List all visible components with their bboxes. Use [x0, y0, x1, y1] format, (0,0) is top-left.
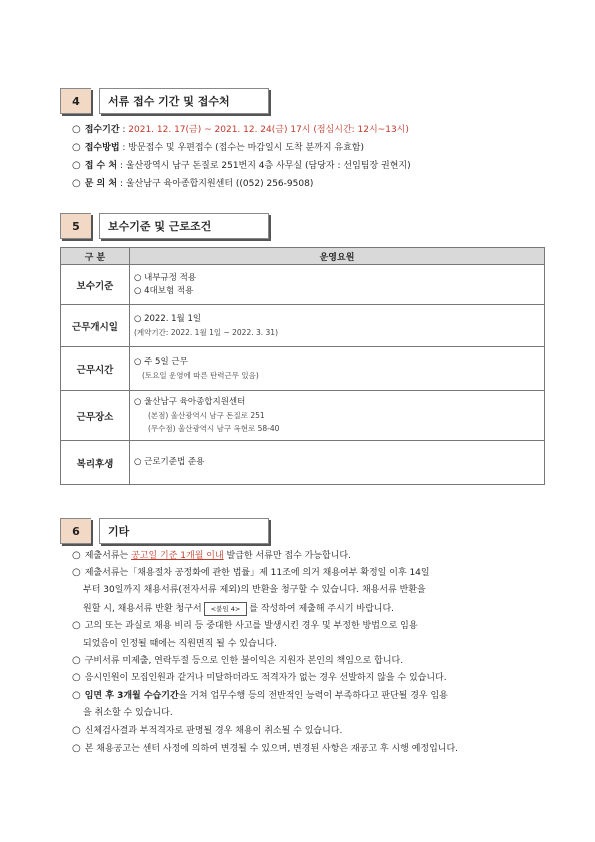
note-item-cont: 되었음이 인정될 때에는 직원면직 될 수 있습니다. — [83, 639, 277, 649]
section-4-header — [60, 88, 269, 114]
table-row — [61, 347, 545, 391]
note-item-cont: 을 취소할 수 있습니다. — [83, 708, 173, 718]
row-value: ○ 내부규정 적용 ○ 4대보험 적용 — [130, 265, 545, 305]
note-item: ○ 고의 또는 과실로 채용 비리 등 중대한 사고를 발생시킨 경우 및 부정한 방법으로 임용 — [72, 620, 418, 631]
table-row — [61, 441, 545, 485]
attachment-badge: <붙임 4> — [204, 602, 248, 616]
table-row — [61, 305, 545, 347]
row-label: 근무시간 — [61, 347, 130, 391]
receipt-period: ○ 접수기간 : 2021. 12. 17(금) ~ 2021. 12. 24(금) 17시 (점심시간: 12시~13시) — [72, 124, 409, 135]
row-value: ○ 근로기준법 준용 — [130, 441, 545, 485]
table-row — [61, 391, 545, 441]
row-label: 근무장소 — [61, 391, 130, 441]
section-5-header — [60, 213, 269, 239]
section-6-header — [60, 518, 269, 544]
note-item-cont: 부터 30일까지 채용서류(전자서류 제외)의 반환을 청구할 수 있습니다. 채용서류 반환을 — [83, 585, 426, 595]
note-item: ○ 제출서류는 공고일 기준 1개월 이내 발급한 서류만 접수 가능합니다. — [72, 550, 351, 561]
section-number: 6 — [60, 518, 91, 544]
table-row — [61, 265, 545, 305]
receipt-method: ○ 접수방법 : 방문접수 및 우편접수 (접수는 마감일시 도착 분까지 유효함) — [72, 142, 364, 153]
note-item: ○ 구비서류 미제출, 연락두절 등으로 인한 불이익은 지원자 본인의 책임으로 합니다. — [72, 655, 404, 666]
row-label: 보수기준 — [61, 265, 130, 305]
receipt-place: ○ 접 수 처 : 울산광역시 남구 돈질로 251번지 4층 사무실 (담당자 : 선임팀장 권현지) — [72, 160, 411, 171]
section-title: 보수기준 및 근로조건 — [99, 213, 269, 239]
note-item: ○ 응시인원이 모집인원과 같거나 미달하더라도 적격자가 없는 경우 선발하지 않을 수 있습니다. — [72, 672, 447, 683]
section-number: 4 — [60, 88, 91, 114]
row-label: 복리후생 — [61, 441, 130, 485]
column-header: 운영요원 — [130, 248, 545, 265]
row-value: ○ 주 5일 근무 (토요일 운영에 따른 탄력근무 있음) — [130, 347, 545, 391]
row-value: ○ 울산남구 육아종합지원센터 (본점) 울산광역시 남구 돈질로 251 (무수점) 울산광역시 남구 옥현로 58-40 — [130, 391, 545, 441]
table-header-row — [61, 248, 545, 265]
note-item: ○ 본 채용공고는 센터 사정에 의하여 변경될 수 있으며, 변경된 사항은 재공고 후 시행 예정입니다. — [72, 743, 459, 754]
row-label: 근무개시일 — [61, 305, 130, 347]
section-number: 5 — [60, 213, 91, 239]
note-item-cont: 원할 시, 채용서류 반환 청구서 <붙임 4> 를 작성하여 제출해 주시기 바랍니다. — [83, 604, 395, 614]
work-conditions-table — [60, 247, 545, 485]
inquiry: ○ 문 의 처 : 울산남구 육아종합지원센터 ((052) 256-9508) — [72, 178, 314, 189]
row-value: ○ 2022. 1월 1일 (계약기간: 2022. 1월 1일 ~ 2022. 3. 31) — [130, 305, 545, 347]
note-item: ○ 임면 후 3개월 수습기간을 거쳐 업무수행 등의 전반적인 능력이 부족하다고 판단될 경우 임용 — [72, 690, 448, 701]
column-header: 구 분 — [61, 248, 130, 265]
section-title: 서류 접수 기간 및 접수처 — [99, 88, 269, 114]
note-item: ○ 제출서류는「채용절차 공정화에 관한 법률」제 11조에 의거 채용여부 확정일 이후 14일 — [72, 567, 430, 578]
section-title: 기타 — [99, 518, 269, 544]
note-item: ○ 신체검사결과 부적격자로 판명될 경우 채용이 취소될 수 있습니다. — [72, 725, 343, 736]
